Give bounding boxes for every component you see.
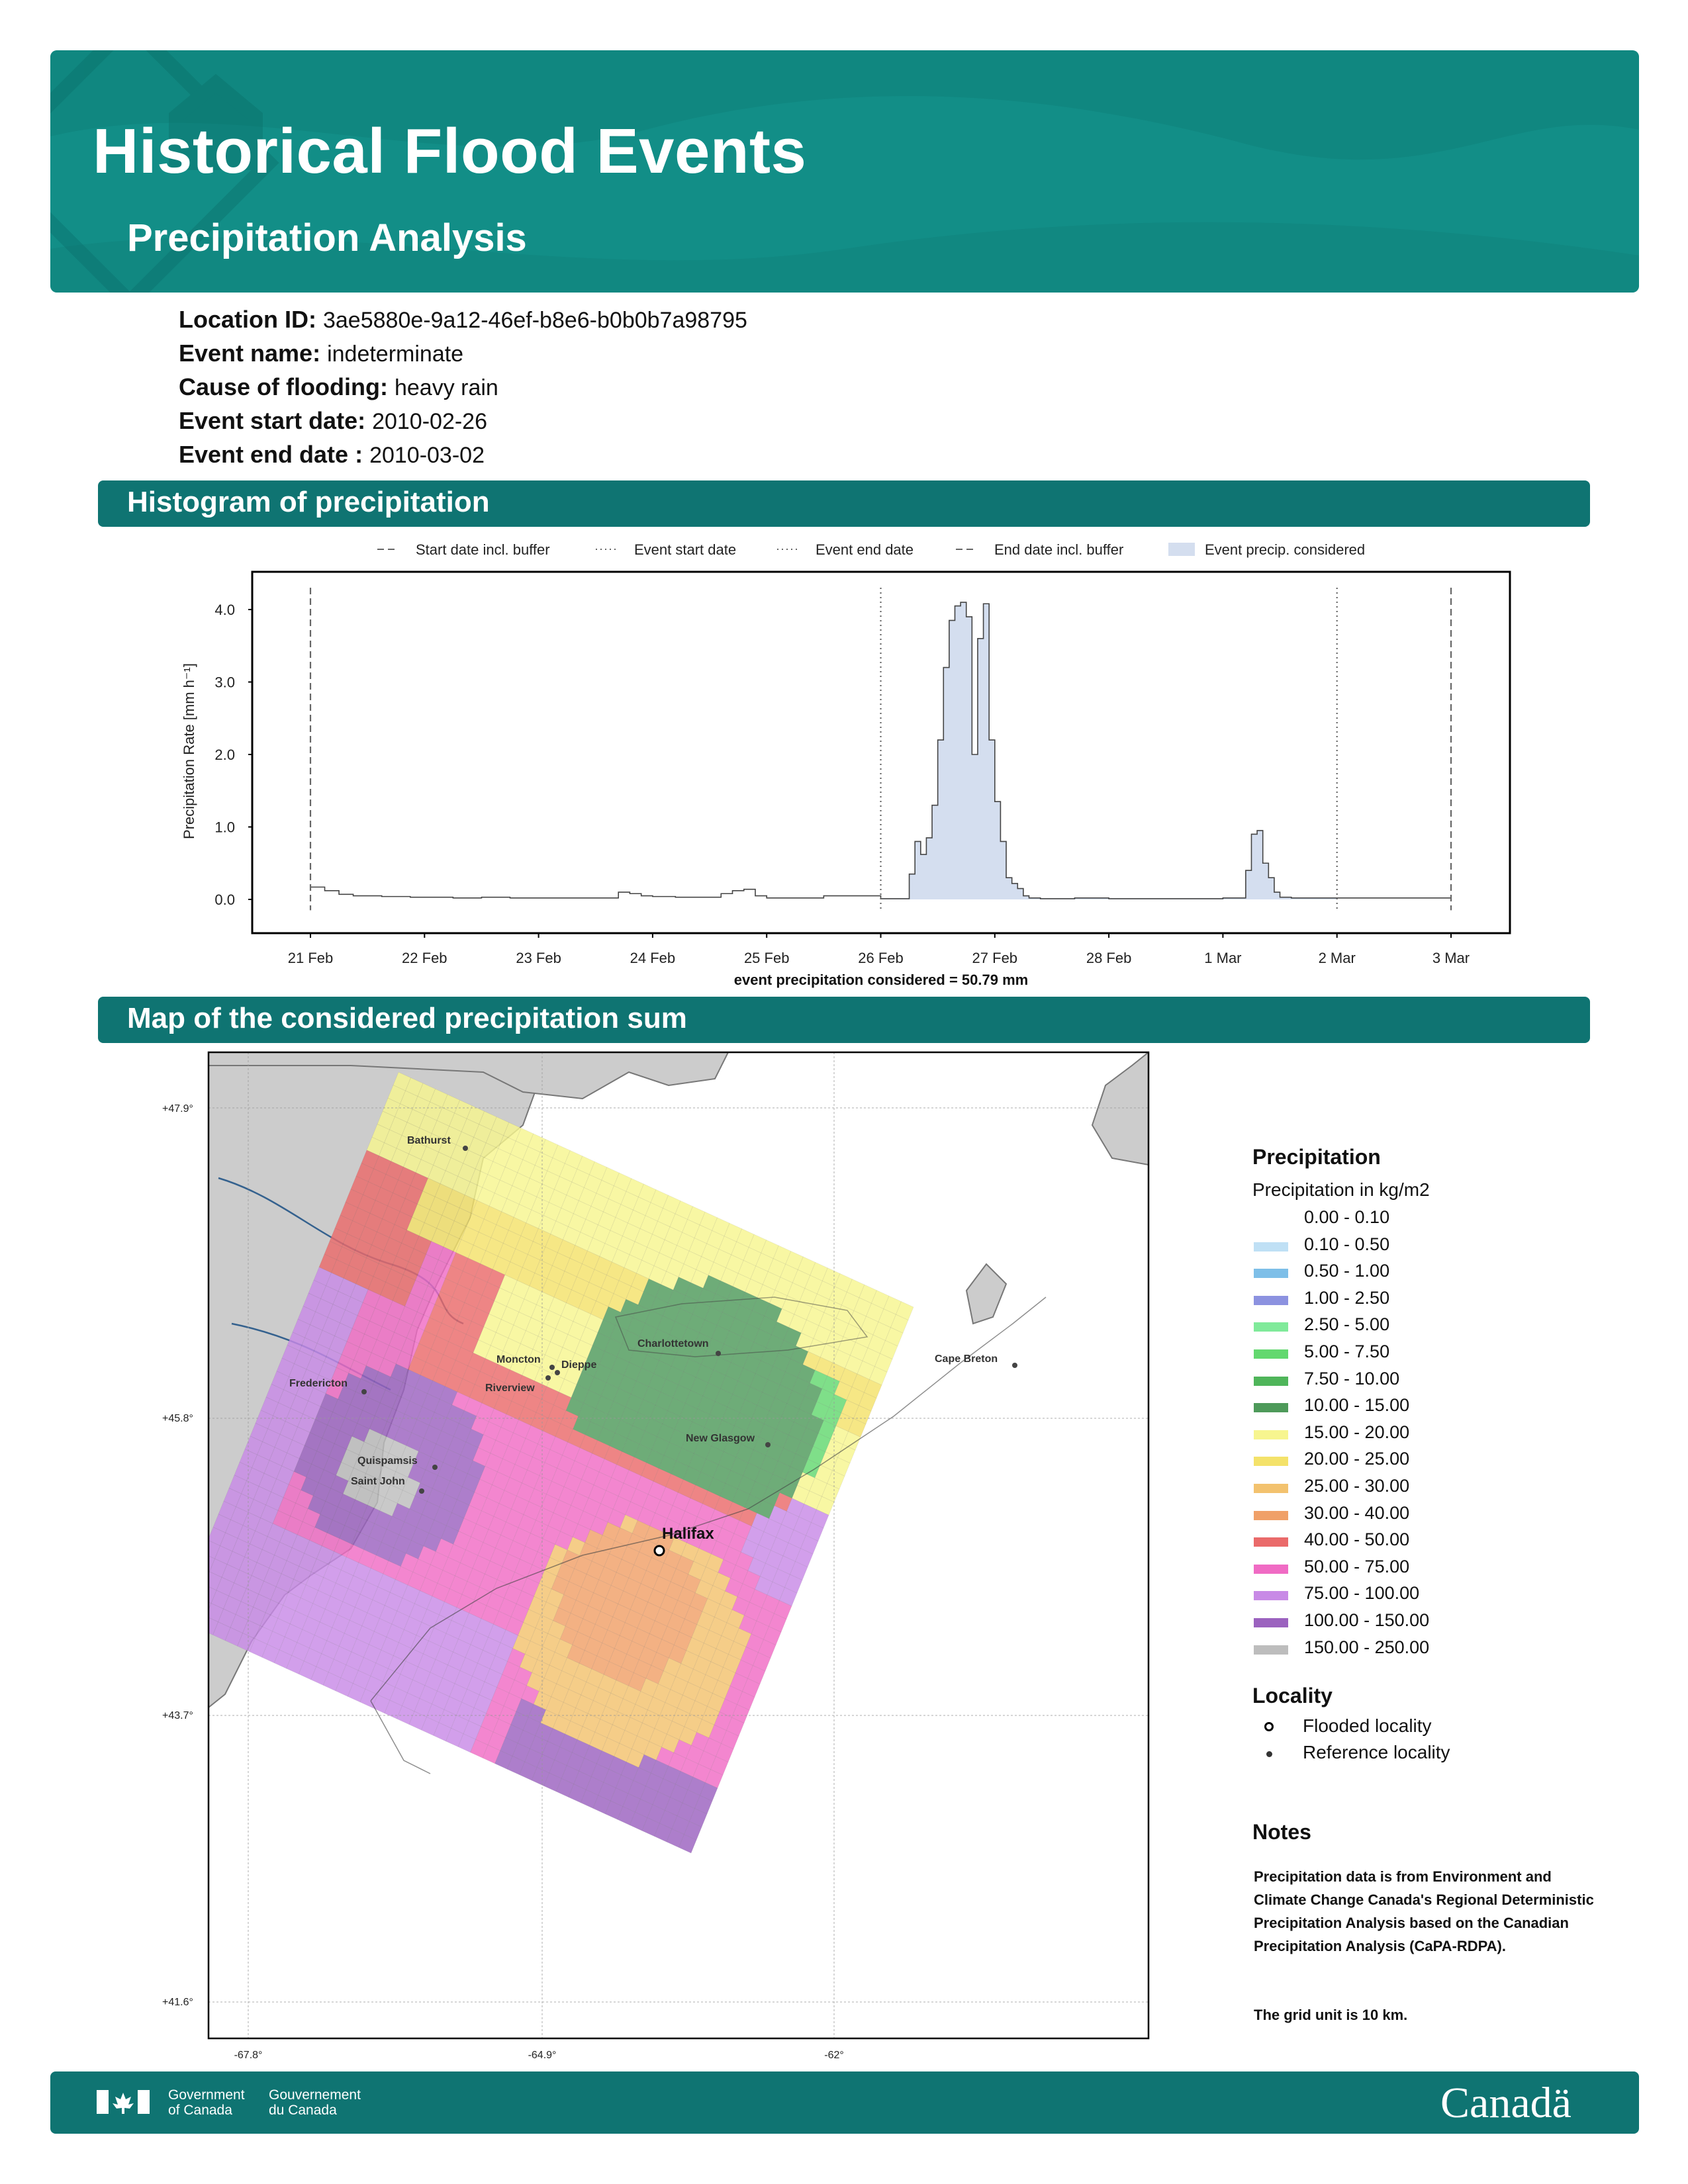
place-moncton: Moncton: [496, 1354, 541, 1365]
legend-color-swatch: [1254, 1537, 1288, 1547]
legend-class-label: 20.00 - 25.00: [1304, 1449, 1410, 1469]
legend-color-swatch: [1254, 1457, 1288, 1466]
legend-class-label: 40.00 - 50.00: [1304, 1529, 1410, 1550]
legend-class-item: [1252, 1529, 1517, 1556]
grid-cell: [181, 1592, 199, 1611]
x-tick-label: 24 Feb: [630, 950, 676, 966]
legend-color-swatch: [1254, 1349, 1288, 1359]
legend-color-swatch: [1254, 1296, 1288, 1305]
notes-grid: The grid unit is 10 km.: [1254, 2007, 1408, 2023]
histogram-chart: [165, 529, 1523, 993]
footer: [50, 2071, 1639, 2134]
x-tick-label: 22 Feb: [402, 950, 447, 966]
x-tick-label: 1 Mar: [1204, 950, 1242, 966]
legend-start-buffer: Start date incl. buffer: [416, 541, 550, 558]
legend-color-swatch: [1254, 1377, 1288, 1386]
place-saint-john: Saint John: [351, 1476, 405, 1487]
place-dieppe: Dieppe: [561, 1359, 597, 1371]
legend-precip-subtitle: Precipitation in kg/m2: [1252, 1179, 1430, 1200]
legend-class-item: [1252, 1503, 1517, 1529]
legend-class-label: 75.00 - 100.00: [1304, 1583, 1420, 1604]
legend-color-swatch: [1254, 1484, 1288, 1493]
place-new-glasgow: New Glasgow: [686, 1433, 755, 1444]
place-fredericton: Fredericton: [289, 1378, 348, 1389]
grid-cell: [187, 1579, 205, 1598]
page-subtitle: Precipitation Analysis: [127, 216, 527, 259]
page-title: Historical Flood Events: [93, 116, 807, 187]
info-cause: Cause of flooding: heavy rain: [179, 373, 498, 400]
legend-class-label: 1.00 - 2.50: [1304, 1287, 1390, 1308]
flooded-locality-marker: [655, 1546, 664, 1555]
place-halifax: Halifax: [662, 1525, 714, 1543]
place-cape-breton: Cape Breton: [935, 1353, 998, 1365]
lat-label: +45.8°: [162, 1413, 193, 1424]
place-quispamsis: Quispamsis: [357, 1455, 418, 1467]
canada-wordmark: Canadä: [1440, 2079, 1571, 2127]
x-tick-label: 2 Mar: [1318, 950, 1356, 966]
info-location-id: Location ID: 3ae5880e-9a12-46ef-b8e6-b0b0b7a98795: [179, 306, 747, 333]
notes-text: Precipitation data is from Environment and Climate Change Canada's Regional Deterministic Precipitation Analysis based on the Canadian Precipitation Analysis (CaPA-RDPA).: [1254, 1868, 1594, 1954]
legend-swatch-precip: [1168, 543, 1195, 556]
info-end-date: Event end date : 2010-03-02: [179, 441, 485, 468]
legend-class-item: [1252, 1314, 1517, 1341]
legend-class-item: [1252, 1449, 1517, 1475]
legend-color-swatch: [1254, 1511, 1288, 1520]
legend-event-start: Event start date: [634, 541, 737, 558]
flooded-locality-icon: [1264, 1722, 1274, 1731]
chart-legend: [377, 541, 1365, 558]
legend-color-swatch: [1254, 1618, 1288, 1627]
legend-class-item: [1252, 1557, 1517, 1583]
legend-class-item: [1252, 1261, 1517, 1287]
grid-cell: [176, 1605, 194, 1623]
lat-label: +43.7°: [162, 1710, 193, 1721]
legend-color-swatch: [1254, 1242, 1288, 1251]
legend-class-label: 15.00 - 20.00: [1304, 1422, 1410, 1442]
section-histogram: Histogram of precipitation: [98, 480, 1590, 527]
legend-class-label: 5.00 - 7.50: [1304, 1342, 1390, 1361]
y-tick-label: 0.0: [214, 891, 235, 908]
legend-class-item: [1252, 1234, 1517, 1261]
x-tick-label: 25 Feb: [743, 950, 790, 966]
lon-label: -64.9°: [528, 2050, 557, 2061]
legend-precip: Event precip. considered: [1205, 541, 1366, 558]
place-bathurst: Bathurst: [407, 1135, 451, 1146]
legend-class-item: [1252, 1422, 1517, 1449]
y-axis-label: Precipitation Rate [mm h⁻¹]: [181, 663, 197, 839]
lat-label: +47.9°: [162, 1103, 193, 1115]
grid-cell: [189, 1611, 207, 1629]
y-tick-label: 3.0: [214, 674, 235, 691]
legend-locality-title: Locality: [1252, 1684, 1333, 1707]
lon-label: -67.8°: [234, 2050, 263, 2061]
legend-class-item: [1252, 1610, 1517, 1637]
legend-color-swatch: [1254, 1215, 1288, 1224]
legend-class-label: 25.00 - 30.00: [1304, 1476, 1410, 1496]
legend-color-swatch: [1254, 1645, 1288, 1655]
reference-locality-icon: [1266, 1751, 1272, 1757]
legend-flooded: Flooded locality: [1303, 1715, 1432, 1736]
legend-end-buffer: End date incl. buffer: [994, 541, 1124, 558]
legend-class-label: 150.00 - 250.00: [1304, 1637, 1430, 1657]
y-tick-label: 1.0: [214, 819, 235, 836]
info-event-name: Event name: indeterminate: [179, 340, 464, 367]
legend-class-label: 0.00 - 0.10: [1304, 1207, 1390, 1227]
legend-class-label: 0.50 - 1.00: [1304, 1261, 1390, 1281]
section-map: Map of the considered precipitation sum: [98, 997, 1590, 1043]
notes-title: Notes: [1252, 1820, 1311, 1844]
legend-class-item: [1252, 1637, 1517, 1664]
legend-class-item: [1252, 1207, 1517, 1234]
place-charlottetown: Charlottetown: [637, 1338, 709, 1349]
legend-color-swatch: [1254, 1322, 1288, 1332]
legend-color-swatch: [1254, 1403, 1288, 1412]
legend-class-item: [1252, 1583, 1517, 1610]
y-tick-label: 2.0: [214, 747, 235, 763]
legend-class-label: 2.50 - 5.00: [1304, 1314, 1390, 1335]
x-tick-label: 3 Mar: [1432, 950, 1470, 966]
x-tick-label: 26 Feb: [858, 950, 904, 966]
legend-color-swatch: [1254, 1430, 1288, 1439]
legend-class-label: 100.00 - 150.00: [1304, 1610, 1430, 1630]
lat-label: +41.6°: [162, 1997, 193, 2008]
precipitation-map: [152, 1046, 1172, 2065]
legend-event-end: Event end date: [816, 541, 914, 558]
legend-class-item: [1252, 1342, 1517, 1368]
legend-class-label: 30.00 - 40.00: [1304, 1502, 1410, 1523]
gov-fr: Gouvernement du Canada: [269, 2087, 361, 2118]
legend-reference: Reference locality: [1303, 1742, 1450, 1762]
legend-class-label: 10.00 - 15.00: [1304, 1395, 1410, 1416]
legend-class-item: [1252, 1369, 1517, 1395]
legend-color-swatch: [1254, 1269, 1288, 1278]
gov-en: Government of Canada: [168, 2087, 245, 2118]
y-tick-label: 4.0: [214, 602, 235, 618]
x-axis-summary: event precipitation considered = 50.79 mm: [733, 972, 1029, 988]
legend-color-swatch: [1254, 1591, 1288, 1600]
legend-class-list: [1252, 1207, 1517, 1670]
legend-class-label: 0.10 - 0.50: [1304, 1234, 1390, 1254]
legend-class-item: [1252, 1288, 1517, 1314]
grid-cell: [192, 1566, 210, 1584]
info-start-date: Event start date: 2010-02-26: [179, 407, 487, 434]
lon-label: -62°: [824, 2050, 844, 2061]
legend-color-swatch: [1254, 1565, 1288, 1574]
x-tick-label: 21 Feb: [287, 950, 334, 966]
place-riverview: Riverview: [485, 1383, 535, 1394]
legend-precip-title: Precipitation: [1252, 1145, 1381, 1169]
x-tick-label: 28 Feb: [1086, 950, 1132, 966]
x-tick-label: 23 Feb: [516, 950, 561, 966]
canada-flag-icon: [97, 2089, 150, 2115]
legend-class-item: [1252, 1395, 1517, 1422]
legend-class-label: 50.00 - 75.00: [1304, 1556, 1410, 1576]
legend-class-label: 7.50 - 10.00: [1304, 1368, 1400, 1388]
x-tick-label: 27 Feb: [972, 950, 1018, 966]
legend-class-item: [1252, 1476, 1517, 1502]
header-banner: [50, 50, 1639, 293]
